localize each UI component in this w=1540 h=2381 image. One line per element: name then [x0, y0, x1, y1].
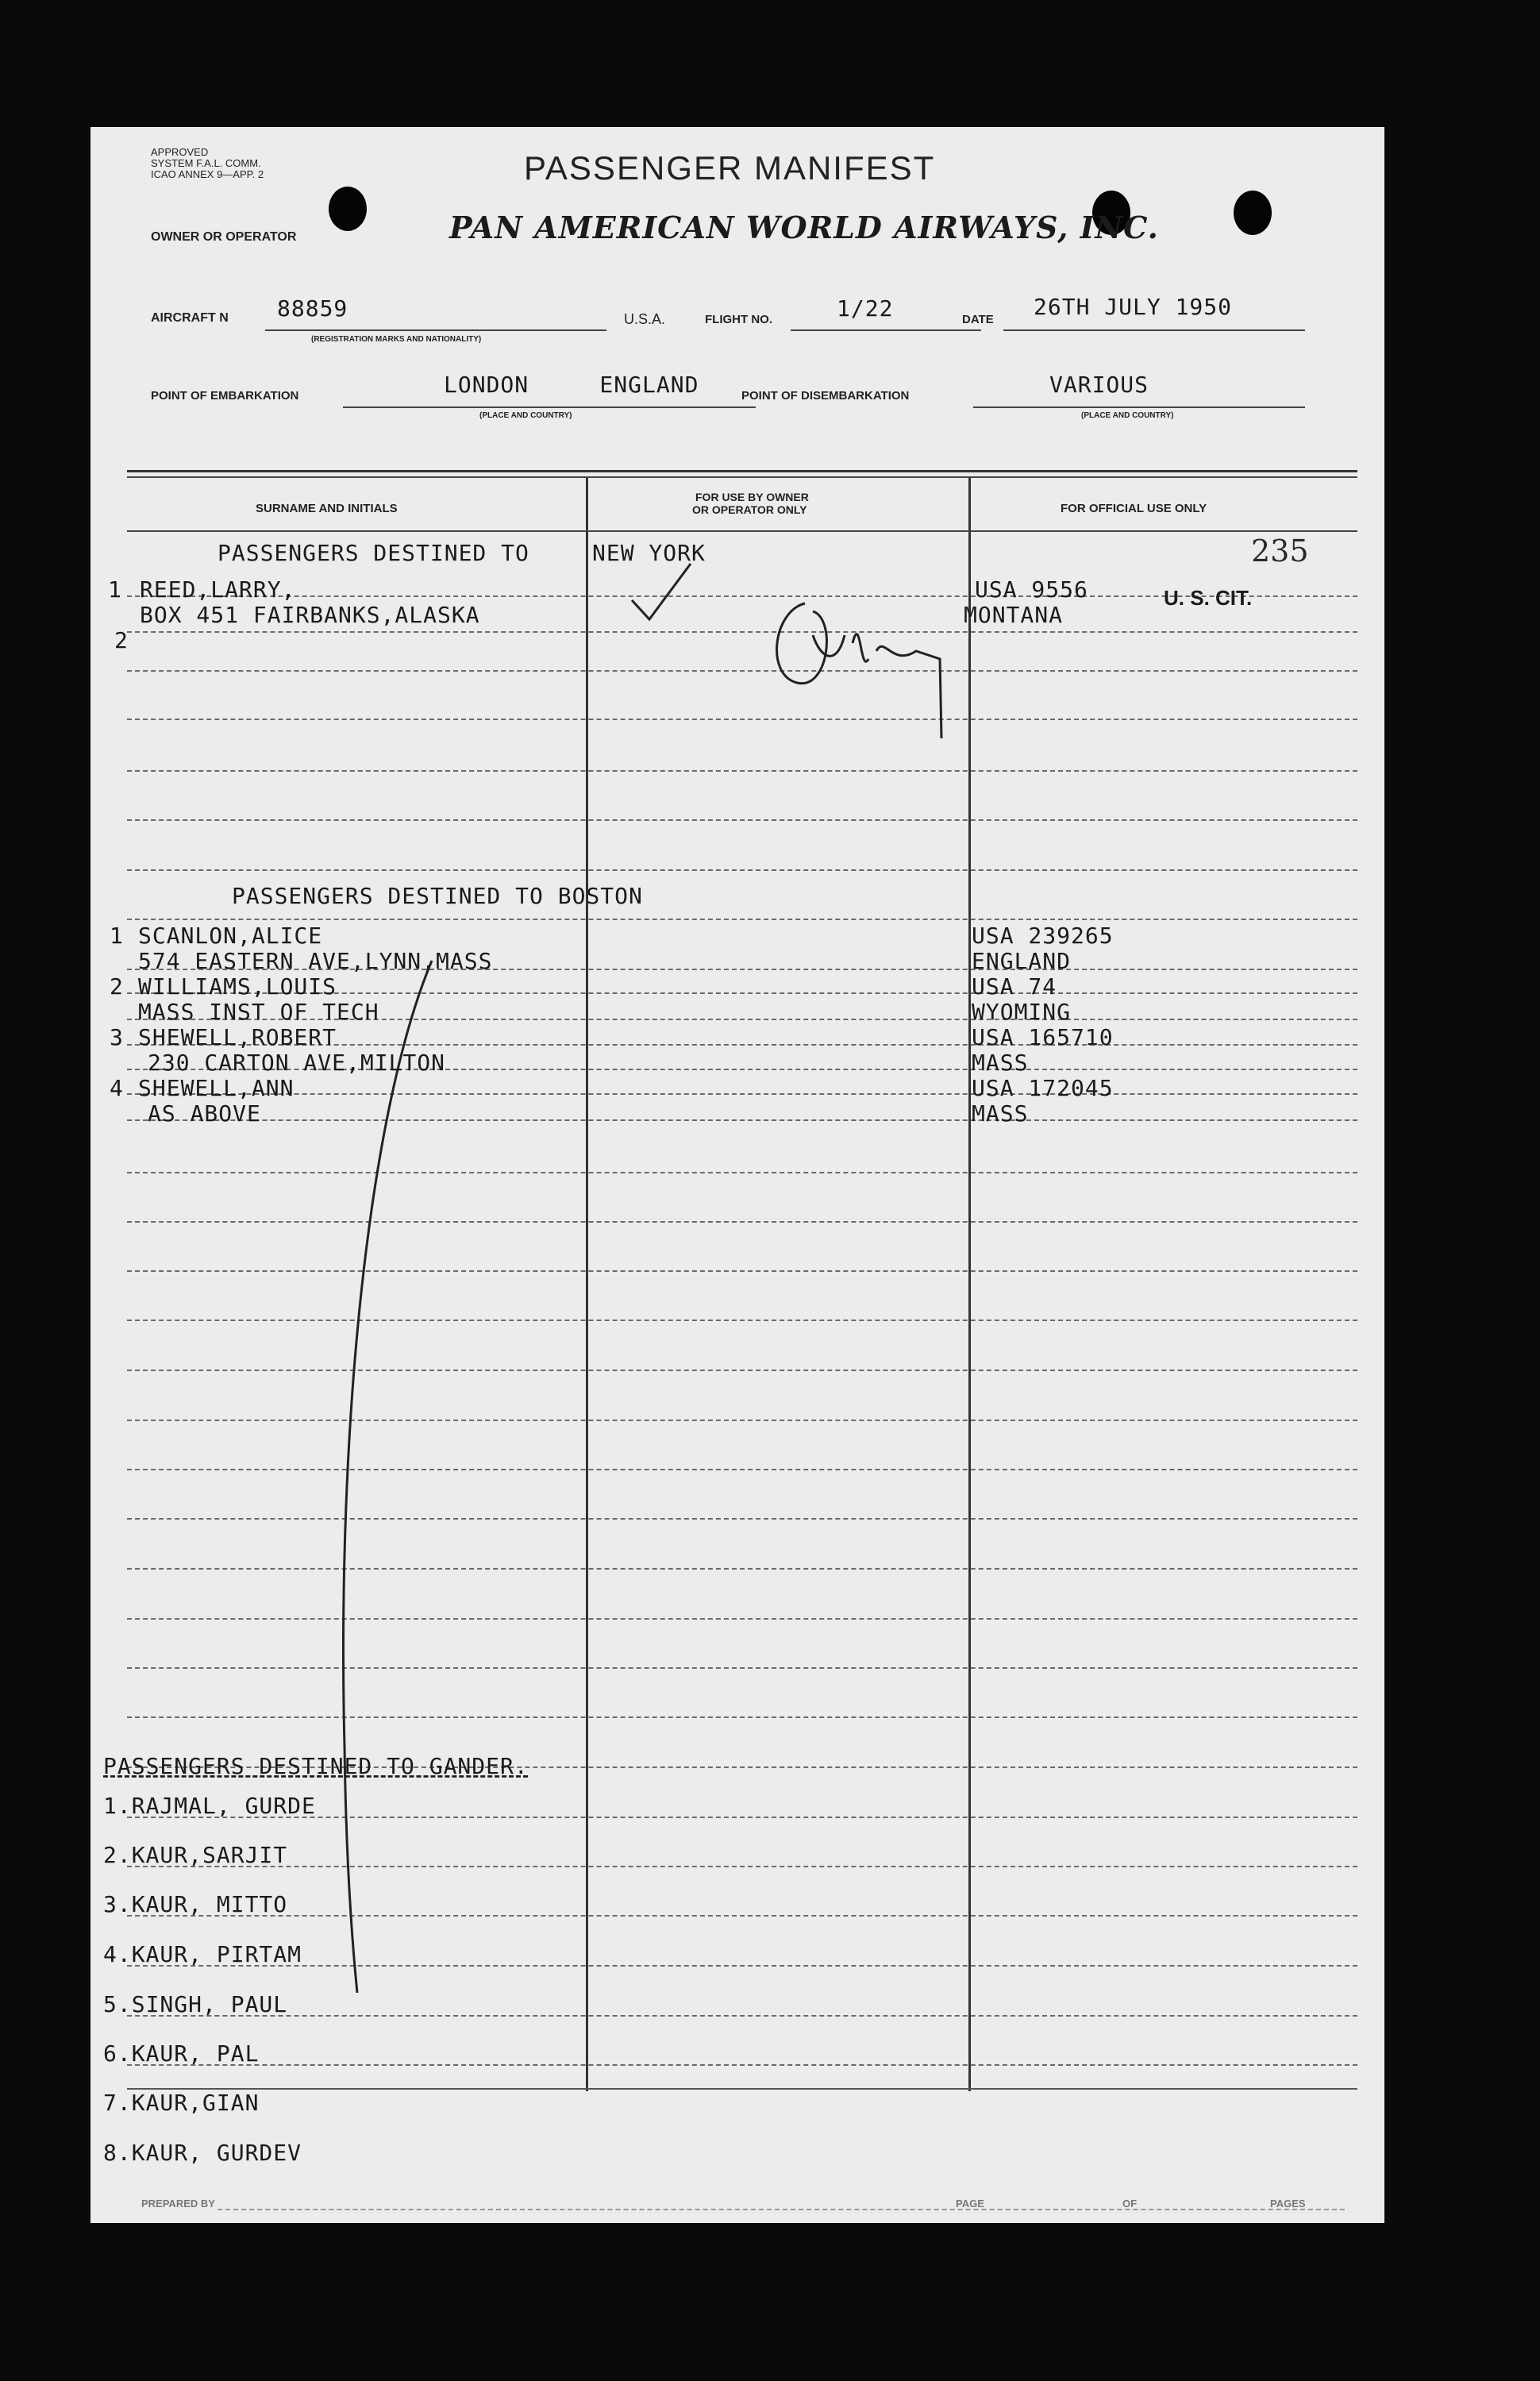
- passenger-official-2: ENGLAND: [972, 948, 1072, 974]
- col-header-surname: SURNAME AND INITIALS: [256, 502, 398, 515]
- punch-hole-left: [329, 187, 367, 231]
- group-heading-new-york-dest: NEW YORK: [592, 540, 706, 566]
- official-number: 235: [1251, 534, 1309, 568]
- passenger-num: 4: [110, 1075, 124, 1101]
- date-label: DATE: [962, 313, 994, 326]
- disembarkation-note: (PLACE AND COUNTRY): [1081, 411, 1174, 420]
- approval-line-1: APPROVED: [151, 146, 209, 158]
- airline-name: PAN AMERICAN WORLD AIRWAYS, INC.: [449, 210, 1159, 245]
- of-label: OF: [1122, 2198, 1138, 2210]
- nationality: U.S.A.: [624, 311, 666, 327]
- gander-passenger: 3.KAUR, MITTO: [103, 1891, 288, 1917]
- passenger-official-1: USA 74: [972, 973, 1057, 1000]
- checkmark-icon: [627, 556, 699, 627]
- embarkation-label: POINT OF EMBARKATION: [151, 389, 299, 403]
- registration-note: (REGISTRATION MARKS AND NATIONALITY): [311, 335, 482, 344]
- form-title: PASSENGER MANIFEST: [524, 149, 936, 187]
- passenger-official-2: WYOMING: [972, 999, 1072, 1025]
- punch-hole-right-2: [1234, 191, 1272, 235]
- passenger-name: SHEWELL,ANN: [138, 1075, 295, 1101]
- passenger-num: 2: [110, 973, 124, 1000]
- passenger-official-1: USA 239265: [972, 923, 1114, 949]
- disembarkation-place: VARIOUS: [1049, 372, 1149, 398]
- passenger-official-2: MASS: [972, 1100, 1029, 1127]
- aircraft-label: AIRCRAFT N: [151, 311, 229, 325]
- prepared-by-label: PREPARED BY: [141, 2198, 215, 2210]
- embarkation-place: LONDON ENGLAND: [444, 372, 699, 398]
- gander-passenger: 8.KAUR, GURDEV: [103, 2140, 302, 2166]
- flight-number: 1/22: [837, 295, 894, 322]
- passenger-address: BOX 451 FAIRBANKS,ALASKA: [140, 602, 480, 628]
- embarkation-note: (PLACE AND COUNTRY): [479, 411, 572, 420]
- col-header-owner-1: FOR USE BY OWNER: [695, 491, 809, 503]
- passenger-name: WILLIAMS,LOUIS: [138, 973, 337, 1000]
- passenger-address: AS ABOVE: [148, 1100, 261, 1127]
- approval-line-2: SYSTEM F.A.L. COMM.: [151, 157, 261, 169]
- gander-passenger: 5.SINGH, PAUL: [103, 1991, 288, 2017]
- passenger-official-1: USA 9556: [975, 576, 1088, 603]
- pages-label: PAGES: [1270, 2198, 1306, 2210]
- col-header-official: FOR OFFICIAL USE ONLY: [1061, 502, 1207, 515]
- passenger-num: 3: [110, 1024, 124, 1050]
- group-heading-boston: PASSENGERS DESTINED TO BOSTON: [232, 883, 643, 909]
- aircraft-number: 88859: [277, 295, 348, 322]
- col-header-owner-2: OR OPERATOR ONLY: [692, 503, 807, 516]
- owner-operator-label: OWNER OR OPERATOR: [151, 230, 297, 244]
- gander-passenger: 6.KAUR, PAL: [103, 2040, 260, 2067]
- passenger-address: 230 CARTON AVE,MILTON: [148, 1050, 446, 1076]
- passenger-name: SHEWELL,ROBERT: [138, 1024, 337, 1050]
- flight-label: FLIGHT NO.: [705, 313, 772, 326]
- passenger-num: 2: [114, 627, 129, 653]
- passenger-address: MASS INST OF TECH: [138, 999, 379, 1025]
- gander-passenger: 2.KAUR,SARJIT: [103, 1842, 288, 1868]
- passenger-official-2: MASS: [972, 1050, 1029, 1076]
- table-top-rule: [127, 470, 1357, 472]
- passenger-official-1: USA 165710: [972, 1024, 1114, 1050]
- passenger-official-2: MONTANA: [964, 602, 1064, 628]
- passenger-address: 574 EASTERN AVE,LYNN,MASS: [138, 948, 493, 974]
- gander-passenger: 4.KAUR, PIRTAM: [103, 1941, 302, 1967]
- approval-line-3: ICAO ANNEX 9—APP. 2: [151, 168, 264, 180]
- page-label: PAGE: [956, 2198, 984, 2210]
- gander-passenger: 7.KAUR,GIAN: [103, 2090, 260, 2116]
- manifest-sheet: [90, 127, 1384, 2223]
- passenger-official-1: USA 172045: [972, 1075, 1114, 1101]
- group-heading-new-york: PASSENGERS DESTINED TO: [218, 540, 529, 566]
- citizenship-note: U. S. CIT.: [1164, 586, 1253, 610]
- handwritten-bracket-line: [289, 953, 495, 2001]
- flight-date: 26TH JULY 1950: [1034, 294, 1233, 320]
- passenger-num: 1: [110, 923, 124, 949]
- group-heading-gander: PASSENGERS DESTINED TO GANDER.: [103, 1753, 529, 1779]
- passenger-name: REED,LARRY,: [140, 576, 296, 603]
- passenger-name: SCANLON,ALICE: [138, 923, 323, 949]
- passenger-num: 1: [108, 576, 122, 603]
- disembarkation-label: POINT OF DISEMBARKATION: [741, 389, 910, 403]
- official-initials-signature: [757, 588, 948, 746]
- gander-passenger: 1.RAJMAL, GURDE: [103, 1793, 316, 1819]
